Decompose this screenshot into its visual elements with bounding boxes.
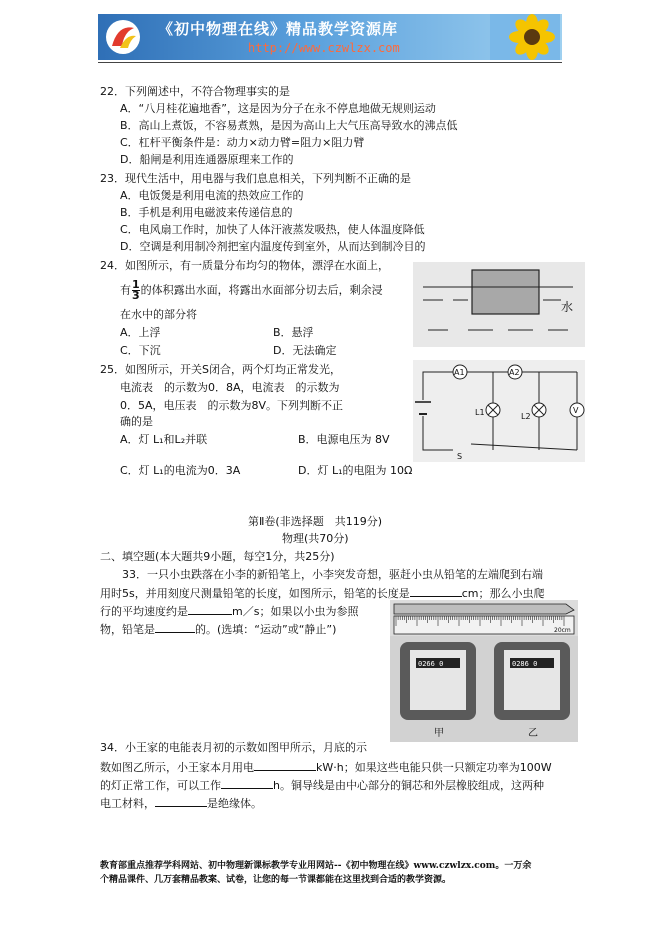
footer-line1: 教育部重点推荐学科网站、初中物理新课标教学专业用网站--《初中物理在线》www.czwlzx.com。一万余: [100, 861, 532, 871]
q25-switch-label: S: [457, 452, 463, 461]
q24-stem-line3: 在水中的部分将: [120, 308, 197, 321]
q24-floating-block-figure: [413, 262, 585, 347]
q33-ruler-end-label: 20cm: [554, 627, 571, 634]
q33-blank-length[interactable]: [410, 585, 462, 597]
q24-option-c: C．下沉: [120, 344, 161, 357]
q24-fraction: [132, 280, 140, 301]
q24-option-b: B．悬浮: [273, 326, 314, 339]
section-part-heading: 二、填空题(本大题共9小题，每空1分，共25分): [100, 550, 335, 563]
q23-option-b: B．手机是利用电磁波来传递信息的: [120, 206, 293, 219]
q33-line1: 33．一只小虫跌落在小李的新铅笔上，小李突发奇想，驱赶小虫从铅笔的左端爬到右端: [122, 568, 543, 581]
q24-fraction-num: 1: [132, 278, 140, 291]
q23-option-c: C．电风扇工作时，加快了人体汗液蒸发吸热，使人体温度降低: [120, 223, 425, 236]
q33-line3-text-a: 行的平均速度约是: [100, 605, 188, 618]
q34-line4: [100, 795, 262, 811]
q25-lamp-l1-label: L1: [475, 408, 485, 417]
q25-voltmeter-label: V: [573, 406, 579, 415]
q24-water-label: 水: [561, 300, 574, 314]
q33-pencil-ruler-figure: [390, 600, 578, 636]
q22-option-b: B．高山上煮饭，不容易煮熟，是因为高山上大气压高导致水的沸点低: [120, 119, 458, 132]
q34-line3-text-b: h。铜导线是由中心部分的铜芯和外层橡胶组成，这两种: [273, 779, 544, 792]
q24-fraction-den: 3: [132, 289, 140, 302]
q34-blank-insulator[interactable]: [155, 795, 207, 807]
q24-stem-line1: 24．如图所示，有一质量分布均匀的物体，漂浮在水面上，: [100, 259, 389, 272]
header-banner: [98, 14, 562, 60]
q34-line2: [100, 759, 552, 775]
q25-stem-line2: 电流表 的示数为0．8A，电流表 的示数为: [120, 381, 340, 394]
q24-option-a: A．上浮: [120, 326, 161, 339]
q33-line2-text-a: 用时5s，并用刻度尺测量铅笔的长度，如图所示，铅笔的长度是: [100, 587, 410, 600]
q34-line4-text-a: 电工材料，: [100, 797, 155, 810]
q33-meter-right-label: 乙: [528, 728, 538, 739]
q33-line3: [100, 603, 358, 619]
q25-circuit-figure: [413, 360, 585, 462]
footer-line2: 个精品课件、几万套精品教案、试卷，让您的每一节课都能在这里找到合适的教学资源。: [100, 875, 452, 885]
q25-stem-line3: 0．5A，电压表 的示数为8V。下列判断不正: [120, 399, 344, 412]
q24-stem-post: 的体积露出水面，将露出水面部分切去后，剩余浸: [140, 283, 383, 297]
q34-line3-text-a: 的灯正常工作，可以工作: [100, 779, 221, 792]
section-subtitle: 物理(共70分): [282, 532, 349, 545]
q25-option-b: B．电源电压为 8V: [298, 433, 390, 446]
q34-line4-text-b: 是绝缘体。: [207, 797, 262, 810]
q23-option-a: A．电饭煲是利用电流的热效应工作的: [120, 189, 304, 202]
q22-option-d: D．船闸是利用连通器原理来工作的: [120, 153, 294, 166]
q34-line1: 34．小王家的电能表月初的示数如图甲所示，月底的示: [100, 741, 367, 754]
q33-meter-right-reading: 0286 0: [512, 660, 538, 668]
header-rule: [98, 62, 562, 63]
header-url[interactable]: http://www.czwlzx.com: [248, 41, 400, 55]
section-title: 第Ⅱ卷(非选择题 共119分): [248, 515, 382, 528]
q33-line4: [100, 621, 336, 637]
q24-option-d: D．无法确定: [273, 344, 337, 357]
q34-line2-text-b: kW·h；如果这些电能只供一只额定功率为100W: [316, 761, 552, 774]
q25-ammeter-a2-label: A2: [509, 368, 520, 377]
q25-option-d: D．灯 L₁的电阻为 10Ω: [298, 464, 413, 477]
q25-stem-line4: 确的是: [120, 415, 153, 428]
q22-option-c: C．杠杆平衡条件是：动力×动力臂=阻力×阻力臂: [120, 136, 365, 149]
q33-line4-text-b: 的。(选填：“运动”或“静止”): [195, 623, 337, 636]
header-title: 《初中物理在线》精品教学资源库: [158, 20, 399, 38]
q24-stem-line2: [120, 280, 383, 301]
q34-line3: [100, 777, 544, 793]
q33-line2-text-b: cm；那么小虫爬: [461, 587, 545, 600]
q33-blank-speed[interactable]: [188, 603, 232, 615]
sunflower-icon: [490, 14, 560, 60]
q25-option-c: C．灯 L₁的电流为0．3A: [120, 464, 241, 477]
q33-line2: [100, 585, 545, 601]
q25-stem-line1: 25．如图所示，开关S闭合，两个灯均正常发光，: [100, 363, 341, 376]
q33-meter-left-reading: 0266 0: [418, 660, 444, 668]
site-logo-icon: [104, 18, 142, 56]
q33-line4-text-a: 物，铅笔是: [100, 623, 155, 636]
q33-meter-left-label: 甲: [434, 728, 444, 739]
q25-option-a: A．灯 L₁和L₂并联: [120, 433, 208, 446]
q34-blank-energy[interactable]: [254, 759, 316, 771]
q34-line2-text-a: 数如图乙所示，小王家本月用电: [100, 761, 254, 774]
q33-energy-meters-figure: [390, 636, 578, 742]
q23-option-d: D．空调是利用制冷剂把室内温度传到室外，从而达到制冷目的: [120, 240, 426, 253]
q24-stem-pre: 有: [120, 283, 131, 297]
q33-blank-motion[interactable]: [155, 621, 195, 633]
q23-stem: 23．现代生活中，用电器与我们息息相关，下列判断不正确的是: [100, 172, 411, 185]
q33-line3-text-b: m／s；如果以小虫为参照: [232, 605, 359, 618]
q22-option-a: A．“八月桂花遍地香”，这是因为分子在永不停息地做无规则运动: [120, 102, 436, 115]
q22-stem: 22．下列阐述中，不符合物理事实的是: [100, 85, 290, 98]
q34-blank-hours[interactable]: [221, 777, 273, 789]
q25-ammeter-a1-label: A1: [454, 368, 465, 377]
q25-lamp-l2-label: L2: [521, 412, 531, 421]
